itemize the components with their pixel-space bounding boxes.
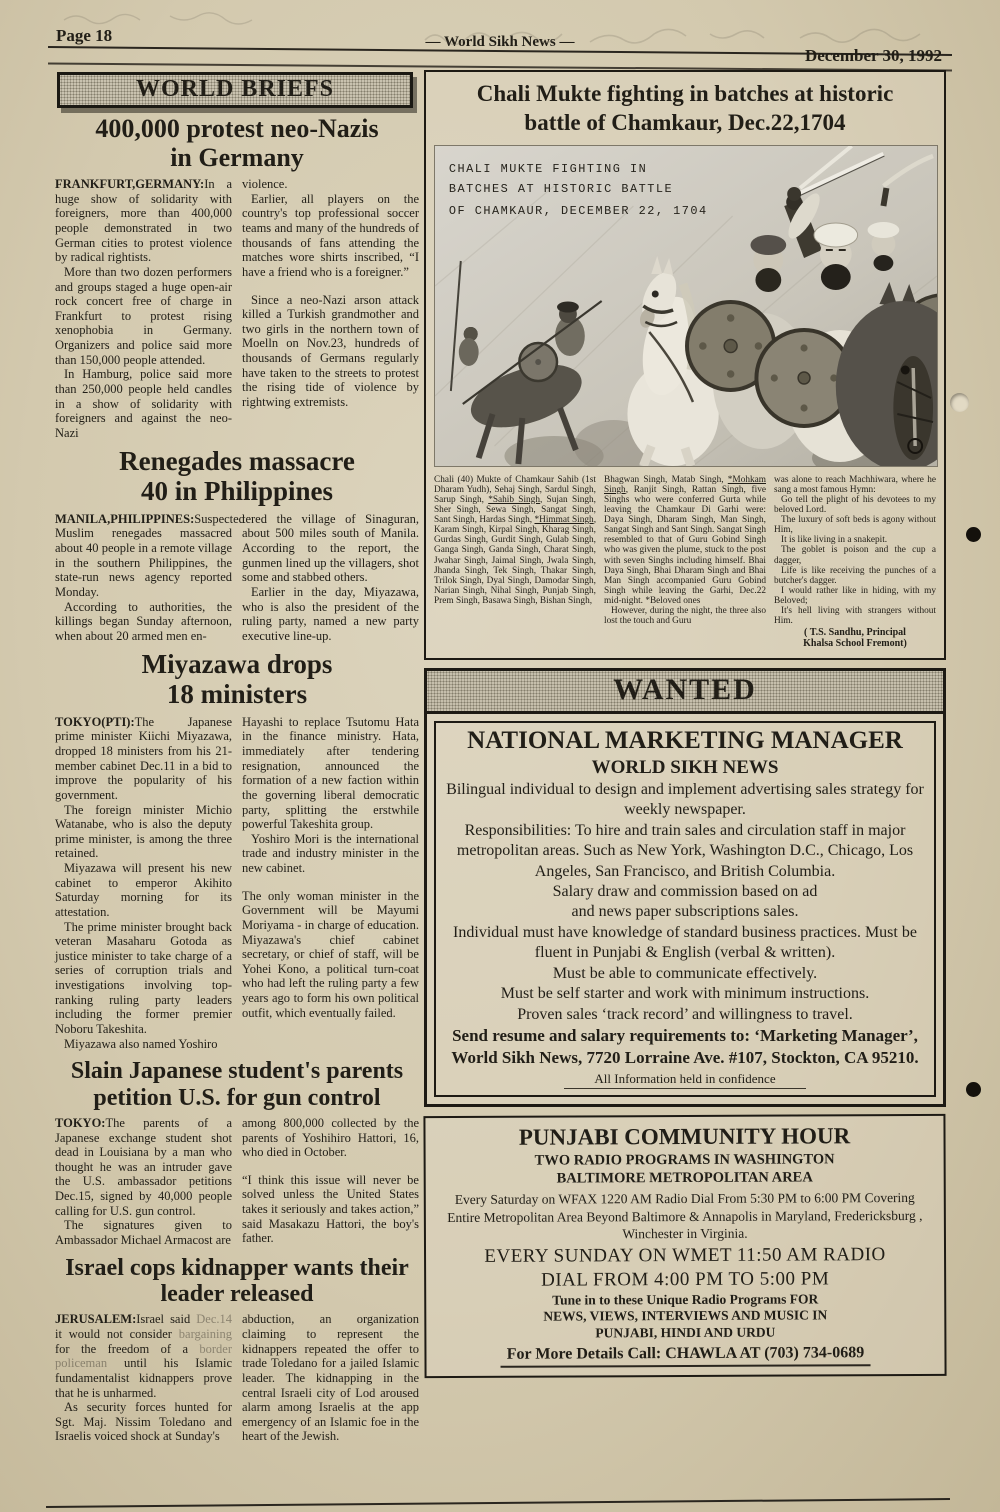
text-column	[242, 177, 419, 440]
text-column	[55, 177, 232, 440]
paragraph: Earlier in the day, Miyazawa, who is also the president of the ruling party, named a new party executive line-up.	[242, 584, 419, 643]
text-column	[55, 715, 232, 1051]
horse-eye	[901, 365, 910, 374]
dateline: TOKYO(PTI):	[55, 714, 135, 729]
article-body	[55, 1116, 419, 1248]
article-chamkaur	[424, 70, 946, 660]
punjabi-sunday-line: EVERY SUNDAY ON WMET 11:50 AM RADIO	[484, 1244, 886, 1268]
headline-line: in Germany	[170, 142, 304, 172]
caption-line: CHALI MUKTE FIGHTING IN	[448, 161, 648, 176]
paragraph: The only woman minister in the Government will be Mayumi Moriyama - in charge of education. Miyazawa's chief cabinet secretary, or chief of staff, will be Yohei Kono, a political turn-coat who had left the ruling party a few years ago to form his own political outfit, which eventually failed.	[242, 888, 419, 1020]
paragraph: Miyazawa will present his new cabinet to emperor Akihito Saturday morning for its attestation.	[55, 861, 232, 919]
paragraph	[434, 475, 596, 607]
faded-text: border policeman	[55, 1341, 232, 1371]
underlined-name: *Mohkam Singh	[604, 474, 766, 495]
underlined-name: *Sahib Singh	[488, 494, 540, 505]
paragraph: Yoshiro Mori is the international trade and industry minister in the new cabinet.	[242, 831, 419, 876]
headline-israel	[55, 1255, 419, 1308]
paragraph: As security forces hunted for Sgt. Maj. Nissim Toledano and Israelis voiced shock at Sunday's	[55, 1400, 232, 1444]
underlined-name: *Himmat Singh	[534, 515, 594, 525]
caption-line: BATCHES AT HISTORIC BATTLE	[448, 181, 674, 196]
names-text: , Ranjit Singh, Rattan Singh, five Singhs who were conferred Gurta while leaving the Chamkaur Di Garhi were: Daya Singh, Dharam Singh, Man Singh, Sangat Singh and Sant Singh. Sangat Singh resembled to that of Guru Gobind Singh who was given the plume, stuck to the post with seven Singhs including himself. Bhai Daya Singh, Bhai Dharam Singh and Bhai Man Singh accompanied Guru Gobind Singh while leaving the Garhi, Dec.22 mid-night. *Beloved ones	[604, 484, 766, 606]
ink-dot-artifact	[966, 527, 981, 542]
headline-line: Renegades massacre	[119, 446, 355, 477]
article-israel	[55, 1255, 419, 1444]
wanted-line: Proven sales ‘track record’ and willingness to travel.	[517, 1005, 853, 1023]
names-text: , Karam Singh, Kirpal Singh, Kharag Singh, Gurdas Singh, Gurdit Singh, Gulab Singh, Ganga Singh, Ganda Singh, Charat Singh, Jwahar Singh, Jaimal Singh, Jwala Singh, Jhanda Singh, Tek Singh, Thakar Singh, Trilok Singh, Dyal Singh, Damodar Singh, Narian Singh, Nihal Singh, Punjab Singh, Prem Singh, Basawa Singh, Bishan Singh,	[434, 515, 597, 606]
wanted-banner: WANTED	[427, 671, 943, 714]
dateline: JERUSALEM:	[55, 1312, 137, 1327]
faded-text: Dec.14	[196, 1312, 232, 1327]
faded-text: bargaining	[178, 1327, 232, 1341]
hymn-line: The luxury of soft beds is agony without Him,	[774, 515, 936, 536]
paragraph: In Hamburg, police said more than 250,000 people held candles in a show of solidarity with foreigners and against the neo-Nazi	[55, 367, 232, 440]
punjabi-title: PUNJABI COMMUNITY HOUR	[518, 1123, 851, 1151]
paragraph	[55, 715, 232, 803]
hymn-line: It's hell living with strangers without Him.	[774, 606, 936, 627]
punjabi-tune-line: PUNJABI, HINDI AND URDU	[595, 1325, 776, 1342]
hymn-line: Go tell the plight of his devotees to my beloved Lord.	[774, 494, 936, 515]
paragraph	[55, 177, 232, 265]
paragraph: tered the village of Sinaguran, about 500 miles south of Manila. According to the report, the gunmen lined up the villagers, shot some and stabbed others.	[242, 511, 419, 585]
wanted-body	[434, 721, 936, 1097]
headline-line: Miyazawa drops	[141, 649, 333, 680]
paragraph: According to authorities, the killings began Sunday afternoon, when about 20 armed men en-	[55, 599, 232, 643]
text-column	[55, 511, 245, 644]
dateline: MANILA,PHILIPPINES:	[55, 511, 195, 526]
dateline: TOKYO:	[55, 1115, 106, 1130]
paragraph: was alone to reach Machhiwara, where he sang a most famous Hymn:	[774, 474, 936, 495]
paragraph: The signatures given to Ambassador Michael Armacost are	[55, 1218, 232, 1247]
paragraph-text: The parents of a Japanese exchange student shot dead in Louisiana by a man who thought he was an intruder gave the U.S. ambassador petitions Dec.15, signed by 40,000 people calling for U.S. gun control.	[55, 1115, 232, 1218]
headline-line: 18 ministers	[166, 679, 308, 710]
wanted-line: Salary draw and commission based on ad	[552, 883, 818, 900]
paragraph	[55, 1312, 232, 1400]
paragraph-text: Israel said	[136, 1312, 197, 1327]
text-column	[55, 1116, 232, 1248]
text-column	[55, 1312, 232, 1444]
ink-dot-artifact	[966, 1082, 981, 1097]
page-number: Page 18	[56, 26, 113, 45]
beard	[874, 255, 894, 271]
paragraph: Since a neo-Nazi arson attack killed a Turkish grandmother and two girls in the northern town of Moelln on Nov.23, hundreds of thousands of Germans regularly have taken to the streets to protest the rising tide of violence by rightwing extremists.	[242, 292, 419, 409]
punjabi-dial-line: DIAL FROM 4:00 PM TO 5:00 PM	[541, 1268, 830, 1291]
text-column	[242, 1116, 419, 1248]
article-gun-control	[55, 1058, 419, 1247]
headline-line: 40 in Philippines	[140, 476, 334, 507]
paragraph-text: it would not consider	[55, 1327, 179, 1341]
wanted-ad	[424, 668, 946, 1107]
right-column	[424, 70, 946, 1386]
wanted-send-line: World Sikh News, 7720 Lorraine Ave. #107, Stockton, CA 95210.	[451, 1048, 919, 1068]
paragraph: among 800,000 collected by the parents of Yoshihiro Hattori, 16, who died in October.	[242, 1115, 419, 1160]
paragraph: Earlier, all players on the country's top professional soccer teams and many of the hundreds of thousands of fans attending the matches wore shirts inscribed, “I have a friend who is a foreigner.”	[242, 191, 419, 279]
text-column	[604, 475, 766, 651]
headline-line: leader released	[160, 1280, 314, 1307]
wanted-footer: All Information held in confidence	[564, 1071, 805, 1089]
headline-line: Slain Japanese student's parents	[70, 1058, 404, 1085]
hymn-line: Life is like receiving the punches of a butcher's dagger.	[774, 565, 936, 586]
headline-philippines	[55, 447, 419, 506]
wanted-line: Individual must have knowledge of standard business practices. Must be fluent in Punjabi & English (verbal & written).	[453, 923, 917, 962]
punjabi-tune-line: NEWS, VIEWS, INTERVIEWS AND MUSIC IN	[543, 1308, 828, 1325]
paragraph	[604, 475, 766, 607]
bottom-rule	[46, 1498, 950, 1508]
punjabi-subtitle: TWO RADIO PROGRAMS IN WASHINGTON	[534, 1151, 835, 1169]
headline-gun-control	[55, 1058, 419, 1111]
page-header	[52, 24, 948, 50]
paragraph: The foreign minister Michio Watanabe, who is also the deputy prime minister, is among the three retained.	[55, 802, 232, 861]
text-column	[434, 475, 596, 651]
wanted-subtitle: WORLD SIKH NEWS	[591, 756, 779, 778]
punjabi-tune-line: Tune in to these Unique Radio Programs FOR	[552, 1291, 819, 1308]
white-turban	[868, 222, 900, 238]
paragraph-text: The Japanese prime minister Kiichi Miyazawa, dropped 18 ministers from his 21-member cabinet Dec.11 in a bid to improve the popularity of his government.	[55, 714, 232, 802]
paragraph: More than two dozen performers and groups staged a huge open-air rock concert free of charge in Frankfurt to protest rising xenophobia in Germany. Organizers and police said more than 150,000 people attended.	[55, 264, 232, 367]
paragraph-text: In a huge show of solidarity with foreigners, more than 400,000 people demonstrated in two German cities to protest violence by radical rightists.	[55, 177, 232, 265]
turban	[750, 235, 786, 255]
article-germany	[55, 115, 419, 440]
article-body	[55, 1312, 419, 1444]
paragraph-text: until his Islamic fundamentalist kidnappers prove that he is unharmed.	[55, 1356, 232, 1400]
punjabi-schedule: Every Saturday on WFAX 1220 AM Radio Dial From 5:30 PM to 6:00 PM Covering Entire Metropolitan Area Beyond Baltimore & Annapolis in Maryland, Fredericksburg , Winchester in Virginia.	[447, 1190, 923, 1242]
hymn-line: I would rather like in hiding, with my Beloved;	[774, 585, 936, 606]
names-text: Chali (40) Mukte of Chamkaur Sahib (1st Dharam Yudh), Sehaj Singh, Sardul Singh, Sarup Singh,	[434, 474, 596, 505]
wanted-send-line: Send resume and salary requirements to: ‘Marketing Manager’,	[452, 1026, 918, 1046]
headline-line: Israel cops kidnapper wants their	[65, 1254, 409, 1281]
article-philippines	[55, 447, 419, 643]
headline-line: battle of Chamkaur, Dec.22,1704	[524, 109, 846, 135]
names-text: , Sujan Singh, Sher Singh, Sewa Singh, Sangat Singh, Sant Singh, Hardas Singh,	[434, 494, 596, 525]
horse-eye	[652, 290, 659, 297]
hymn-line: It is like living in a snakepit.	[781, 535, 888, 546]
beard	[821, 264, 851, 290]
paragraph	[55, 511, 245, 600]
paragraph: Hayashi to replace Tsutomu Hata in the finance ministry. Hata, immediately after tendering resignation, announced the formation of a new faction within the governing liberal democratic party, splitting the erstwhile powerful Takeshita group.	[242, 714, 419, 832]
paragraph: Miyazawa also named Yoshiro	[64, 1036, 218, 1051]
world-briefs-banner	[57, 72, 413, 108]
left-column	[55, 70, 419, 1444]
paragraph	[55, 1116, 232, 1218]
paragraph-text: for the freedom of a	[55, 1341, 200, 1356]
headline-miyazawa	[55, 650, 419, 709]
chamkaur-text	[434, 475, 936, 651]
wanted-title: NATIONAL MARKETING MANAGER	[467, 727, 903, 755]
punjabi-contact: For More Details Call: CHAWLA AT (703) 734-0689	[501, 1345, 871, 1369]
page-date: December 30, 1992	[804, 46, 942, 65]
beard	[755, 268, 781, 292]
article-body	[55, 177, 419, 440]
article-miyazawa	[55, 650, 419, 1051]
paragraph: “I think this issue will never be solved unless the United States takes it seriously and takes action,” said Masakazu Hattori, the boy's father.	[242, 1172, 419, 1246]
headline-line: 400,000 protest neo-Nazis	[95, 114, 379, 143]
caption-line: OF CHAMKAUR, DECEMBER 22, 1704	[448, 203, 708, 218]
wanted-line: Must be self starter and work with minimum instructions.	[500, 985, 870, 1003]
paragraph: abduction, an organization claiming to represent the kidnappers repeated the offer to trade Toledano for a jailed Islamic leader. The kidnapping in the central Israeli city of Lod aroused alarm among Israelis at the app emergency of an Islamic foe in the heart of the Jewish.	[242, 1312, 419, 1444]
attribution: ( T.S. Sandhu, Principal Khalsa School Fremont)	[803, 627, 907, 650]
hymn-line: The goblet is poison and the cup a dagger,	[774, 545, 936, 566]
wanted-line: Responsibilities: To hire and train sales and circulation staff in major metropolitan areas. Such as New York, Washington D.C., Chicago, Los Angeles, San Francisco, and British Columbia.	[456, 821, 914, 880]
punjabi-hour-ad	[423, 1114, 946, 1378]
white-turban	[814, 223, 858, 247]
wanted-line: Must be able to communicate effectively.	[552, 964, 818, 982]
paragraph: However, during the night, the three also lost the touch and Guru	[604, 606, 766, 627]
world-briefs-title: WORLD BRIEFS	[135, 76, 335, 102]
headline-line: petition U.S. for gun control	[93, 1084, 381, 1111]
paragraph-text: Suspected Muslim renegades massacred about 40 people in a remote village in the southern Philippines, the state-run news agency reported Monday.	[55, 511, 245, 599]
text-column	[242, 1312, 419, 1444]
dateline: FRANKFURT,GERMANY:	[55, 177, 205, 192]
paragraph: violence.	[242, 177, 288, 192]
article-body	[55, 715, 419, 1051]
masthead: — World Sikh News —	[425, 34, 575, 50]
battle-illustration	[434, 145, 938, 467]
hole-punch-artifact	[950, 393, 969, 412]
blaze	[913, 368, 915, 446]
text-column	[242, 512, 419, 644]
article-body	[55, 512, 419, 644]
headline-chamkaur	[434, 80, 936, 138]
headline-germany	[55, 115, 419, 172]
headline-line: Chali Mukte fighting in batches at historic	[476, 81, 894, 106]
wanted-line: Bilingual individual to design and implement advertising sales strategy for weekly newspaper.	[446, 780, 924, 819]
paragraph: The prime minister brought back veteran Masaharu Gotoda as justice minister to take charge of a series of corruption trials and investigations involving top-ranking ruling party leaders including the former premier Noboru Takeshita.	[55, 919, 232, 1036]
wanted-line: and news paper subscriptions sales.	[571, 903, 799, 921]
names-text: Bhagwan Singh, Matab Singh,	[604, 474, 728, 485]
text-column	[774, 475, 936, 651]
text-column	[242, 715, 419, 1051]
punjabi-subtitle: BALTIMORE METROPOLITAN AREA	[556, 1170, 813, 1188]
